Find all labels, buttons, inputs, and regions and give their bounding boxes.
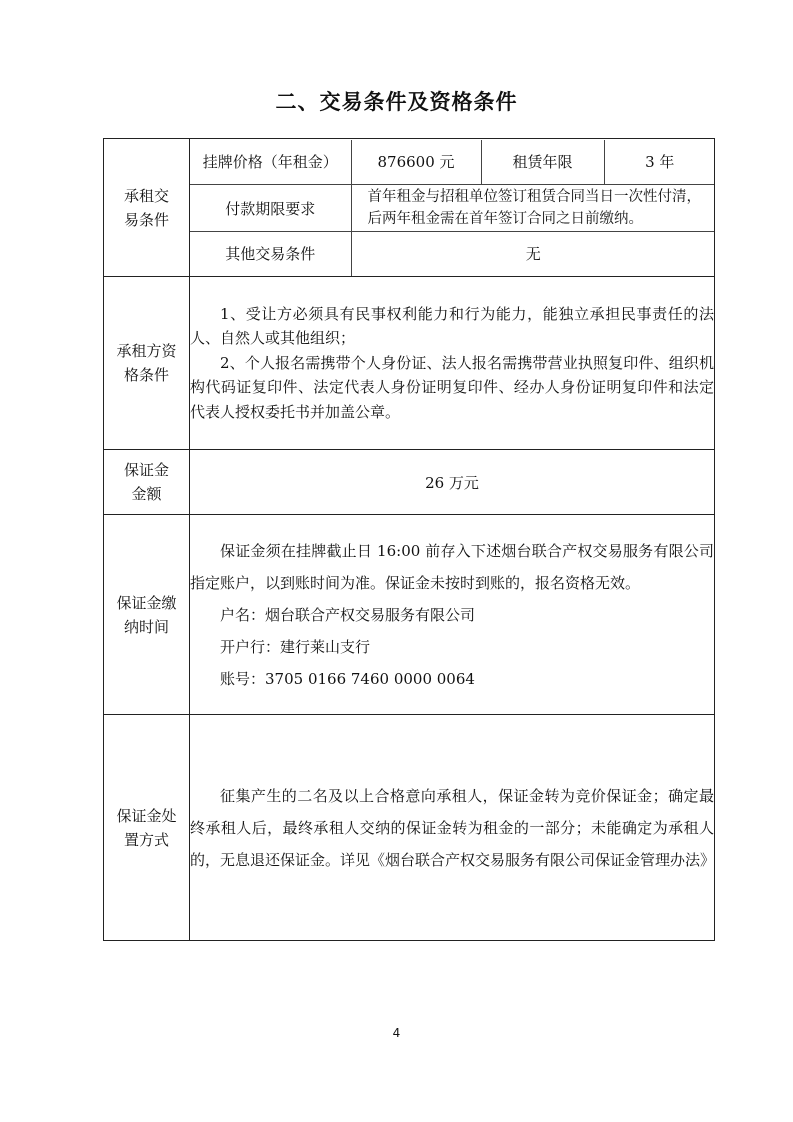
bank-name: 开户行：建行莱山支行 xyxy=(220,637,371,656)
page-number: 4 xyxy=(392,1026,401,1040)
deposit-disposal-label-text: 保证金处置方式 xyxy=(116,806,177,849)
qualification-item: 1、受让方必须具有民事权利能力和行为能力，能独立承担民事责任的法人、自然人或其他组织； xyxy=(190,304,714,348)
other-value: 无 xyxy=(351,232,715,276)
deposit-amount-label xyxy=(104,450,190,515)
payment-text: 首年租金与招租单位签订租赁合同当日一次性付清，后两年租金需在首年签订合同之日前缴纳。 xyxy=(351,185,715,232)
payment-label: 付款期限要求 xyxy=(190,185,351,232)
deposit-amount-label-text: 保证金金额 xyxy=(123,461,169,503)
deposit-disposal-text: 征集产生的二名及以上合格意向承租人，保证金转为竞价保证金；确定最终承租人后，最终承租人交纳的保证金转为租金的一部分；未能确定为承租人的，无息退还保证金。详见《烟台联合产权交易服务有限公司保证金管理办法》 xyxy=(190,786,716,869)
conditions-table xyxy=(103,138,715,941)
lease-term-label: 租赁年限 xyxy=(481,140,604,185)
deposit-disposal-label xyxy=(104,715,190,941)
listing-price-label: 挂牌价格（年租金） xyxy=(202,153,338,172)
qualification-label xyxy=(104,277,190,450)
other-label: 其他交易条件 xyxy=(190,232,351,276)
transaction-label xyxy=(104,139,190,277)
deposit-payment-label-text: 保证金缴纳时间 xyxy=(116,593,177,636)
lease-term-value: 3 年 xyxy=(604,140,715,185)
transaction-subtable xyxy=(190,140,715,276)
qualification-content xyxy=(190,277,715,450)
account-name: 户名：烟台联合产权交易服务有限公司 xyxy=(220,605,476,624)
transaction-label-text: 承租交易条件 xyxy=(123,186,169,229)
deposit-amount-value: 26 万元 xyxy=(190,450,715,515)
account-number: 账号：3705 0166 7460 0000 0064 xyxy=(220,669,475,688)
deposit-payment-content xyxy=(190,515,715,715)
transaction-details xyxy=(190,139,715,277)
qualification-item: 2、个人报名需携带个人身份证、法人报名需携带营业执照复印件、组织机构代码证复印件、法定代表人身份证明复印件、经办人身份证明复印件和法定代表人授权委托书并加盖公章。 xyxy=(190,353,714,421)
deposit-payment-text: 保证金须在挂牌截止日 16:00 前存入下述烟台联合产权交易服务有限公司指定账户，以到账时间为准。保证金未按时到账的，报名资格无效。 xyxy=(190,541,714,592)
deposit-payment-label xyxy=(104,515,190,715)
listing-price-value: 876600 元 xyxy=(351,140,481,185)
deposit-disposal-content xyxy=(190,715,715,941)
page-title: 二、交易条件及资格条件 xyxy=(275,90,518,114)
qualification-label-text: 承租方资格条件 xyxy=(116,342,177,384)
